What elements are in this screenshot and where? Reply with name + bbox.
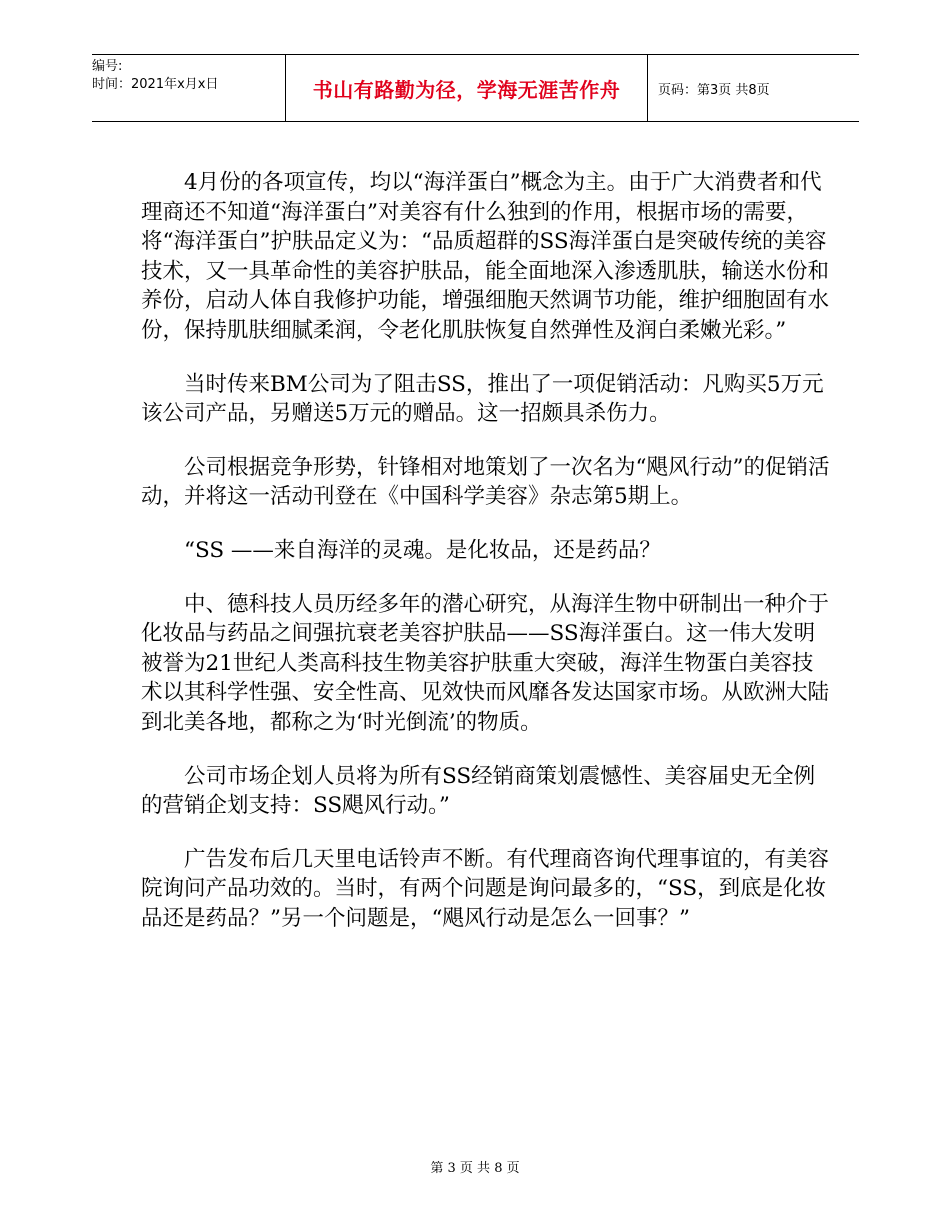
paragraph: 中、德科技人员历经多年的潜心研究，从海洋生物中研制出一种介于化妆品与药品之间强抗衰老美容护肤品——SS海洋蛋白。这一伟大发明被誉为21世纪人类高科技生物美容护肤重大突破，海洋生物蛋白美容技术以其科学性强、安全性高、见效快而风靡各发达国家市场。从欧洲大陆到北美各地，都称之为‘时光倒流’的物质。	[141, 591, 830, 735]
paragraph: 公司市场企划人员将为所有SS经销商策划震憾性、美容届史无全例的营销企划支持：SS飓风行动。”	[141, 763, 816, 819]
document-time-label: 时间：2021年x月x日	[92, 77, 219, 92]
header-page-number: 页码：第3页 共8页	[658, 82, 770, 98]
paragraph: “SS ——来自海洋的灵魂。是化妆品，还是药品？	[184, 537, 661, 563]
paragraph: 广告发布后几天里电话铃声不断。有代理商咨询代理事谊的，有美容院询问产品功效的。当时，有两个问题是询问最多的，“SS，到底是化妆品还是药品？”另一个问题是，“飓风行动是怎么一回事？”	[141, 846, 830, 931]
document-number-label: 编号:	[92, 59, 123, 74]
header-motto: 书山有路勤为径，学海无涯苦作舟	[285, 55, 648, 121]
document-body	[141, 168, 831, 957]
paragraph: 当时传来BM公司为了阻击SS，推出了一项促销活动：凡购买5万元该公司产品，另赠送5万元的赠品。这一招颇具杀伤力。	[141, 371, 824, 427]
paragraph: 4月份的各项宣传，均以“海洋蛋白”概念为主。由于广大消费者和代理商还不知道“海洋蛋白”对美容有什么独到的作用，根据市场的需要，将“海洋蛋白”护肤品定义为：“品质超群的SS海洋蛋白是突破传统的美容技术，又一具革命性的美容护肤品，能全面地深入渗透肌肤，输送水份和养份，启动人体自我修护功能，增强细胞天然调节功能，维护细胞固有水份，保持肌肤细腻柔润，令老化肌肤恢复自然弹性及润白柔嫩光彩。”	[141, 170, 830, 343]
header-meta	[92, 55, 285, 121]
page-footer: 第 3 页 共 8 页	[430, 1161, 520, 1176]
paragraph: 公司根据竞争形势，针锋相对地策划了一次名为“飓风行动”的促销活动，并将这一活动刊登在《中国科学美容》杂志第5期上。	[141, 454, 830, 510]
page-header	[92, 54, 859, 122]
